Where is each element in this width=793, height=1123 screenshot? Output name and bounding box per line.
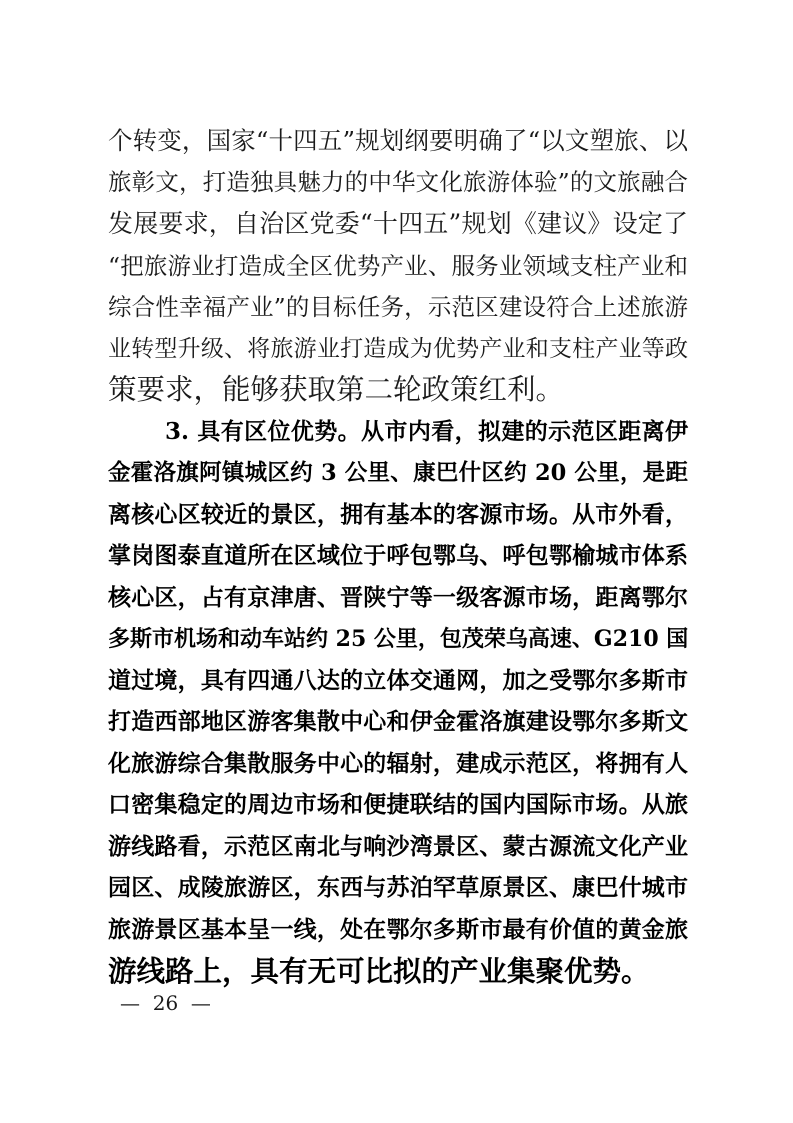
paragraph-line: 口密集稳定的周边市场和便捷联结的国内国际市场。从旅 (108, 791, 688, 818)
paragraph-line: 策要求，能够获取第二轮政策红利。 (108, 373, 565, 406)
paragraph-line: 园区、成陵旅游区，东西与苏泊罕草原景区、康巴什城市 (108, 874, 688, 901)
page-number: — 26 — (120, 991, 211, 1015)
paragraph-line: 个转变，国家“十四五”规划纲要明确了“以文塑旅、以 (108, 126, 688, 155)
paragraph-line: 掌岗图泰直道所在区域位于呼包鄂乌、呼包鄂榆城市体系 (108, 542, 688, 569)
paragraph-line: 旅彰文，打造独具魅力的中华文化旅游体验”的文旅融合 (108, 168, 688, 196)
paragraph-line: 离核心区较近的景区，拥有基本的客源市场。从市外看， (108, 501, 688, 528)
paragraph-line: 打造西部地区游客集散中心和伊金霍洛旗建设鄂尔多斯文 (108, 708, 688, 735)
paragraph-line: “把旅游业打造成全区优势产业、服务业领域支柱产业和 (108, 252, 688, 280)
paragraph-line: 游线路看，示范区南北与响沙湾景区、蒙古源流文化产业 (108, 833, 688, 860)
paragraph-line: 发展要求，自治区党委“十四五”规划《建议》设定了 (108, 209, 688, 238)
paragraph-line: 业转型升级、将旅游业打造成为优势产业和支柱产业等政 (108, 336, 688, 362)
paragraph-line: 化旅游综合集散服务中心的辐射，建成示范区，将拥有人 (108, 750, 688, 777)
paragraph-line: 综合性幸福产业”的目标任务，示范区建设符合上述旅游 (108, 293, 688, 321)
section-heading-line: 3. 具有区位优势。从市内看，拟建的示范区距离伊 (165, 418, 688, 445)
paragraph-line: 旅游景区基本呈一线，处在鄂尔多斯市最有价值的黄金旅 (108, 916, 688, 943)
paragraph-line: 金霍洛旗阿镇城区约 3 公里、康巴什区约 20 公里，是距 (108, 460, 688, 486)
paragraph-line: 道过境，具有四通八达的立体交通网，加之受鄂尔多斯市 (108, 667, 688, 694)
paragraph-line: 核心区，占有京津唐、晋陕宁等一级客源市场，距离鄂尔 (108, 584, 688, 611)
paragraph-line: 游线路上，具有无可比拟的产业集聚优势。 (108, 954, 650, 988)
paragraph-line: 多斯市机场和动车站约 25 公里，包茂荣乌高速、G210 国 (108, 626, 689, 652)
